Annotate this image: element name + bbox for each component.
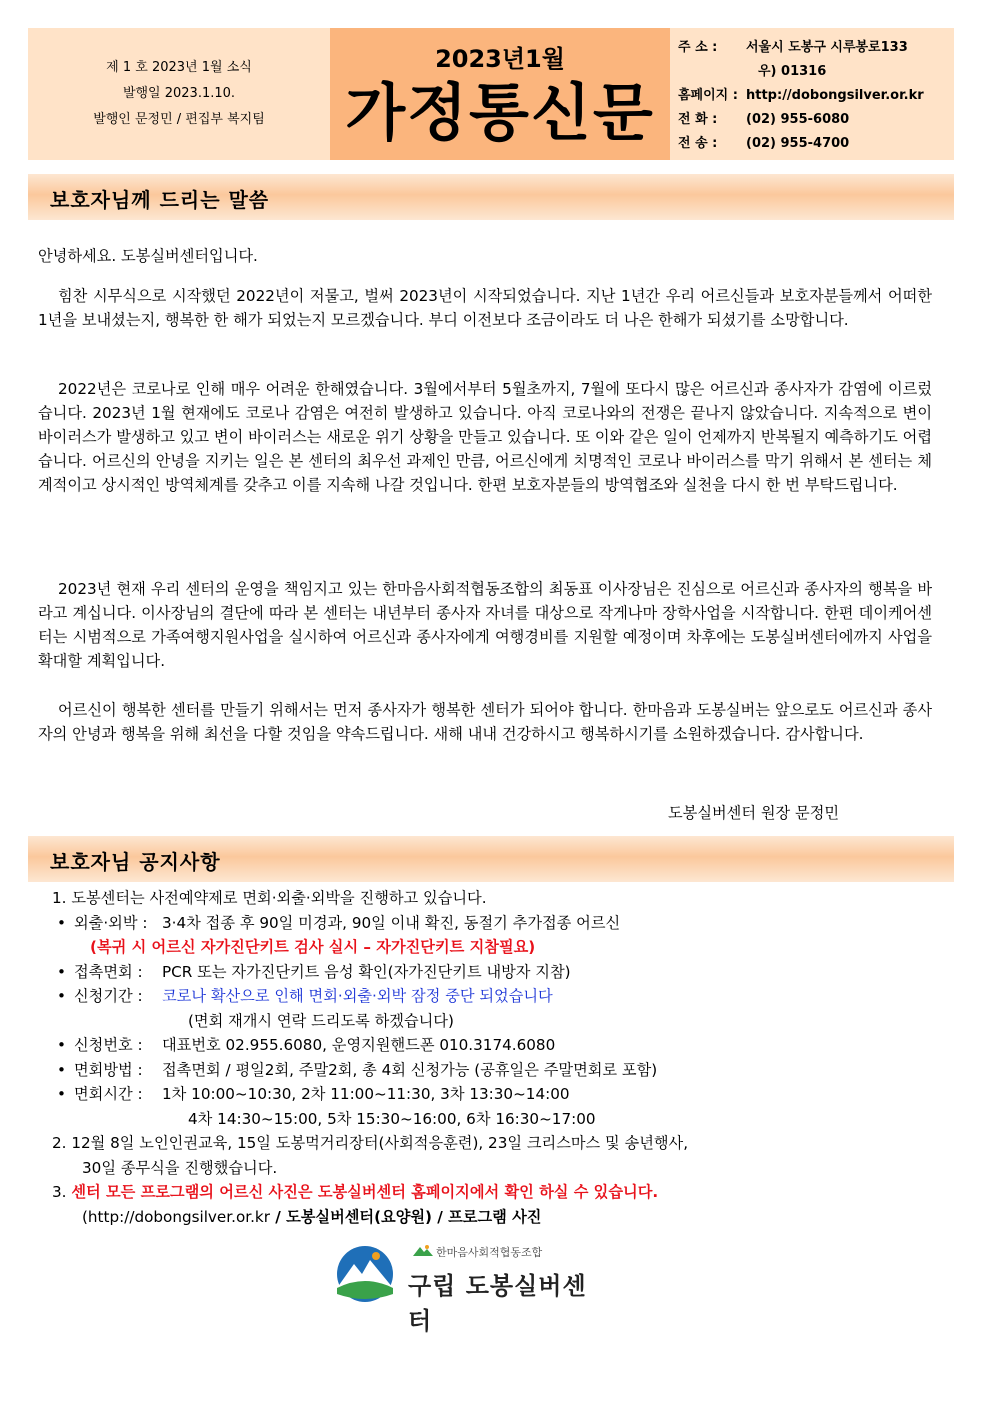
issue-info [28,28,330,160]
title-block [330,28,670,160]
notice-bullet-contact-visit: • 접촉면회 : PCR 또는 자가진단키트 음성 확인(자가진단키트 내방자 지참) [52,960,932,985]
greeting: 안녕하세요. 도봉실버센터입니다. [38,247,258,265]
notice-item-1: 1. 도봉센터는 사전예약제로 면회·외출·외박을 진행하고 있습니다. [52,889,487,907]
section-heading-message: 보호자님께 드리는 말씀 [28,174,954,220]
contact-fax: 전 송 : (02) 955-4700 [678,136,850,151]
notice-bullet-method: • 면회방법 : 접촉면회 / 평일2회, 주말2회, 총 4회 신청가능 (공휴일은 주말면회로 포함) [52,1058,932,1083]
org-mark-icon [412,1244,434,1258]
issue-number: 제 1 호 2023년 1월 소식 [106,60,252,75]
notice-item-3-link: (http://dobongsilver.or.kr / 도봉실버센터(요양원) / 프로그램 사진 [82,1207,542,1226]
newsletter-header [28,28,954,160]
paragraph: 힘찬 시무식으로 시작했던 2022년이 저물고, 벌써 2023년이 시작되었습니다. 지난 1년간 우리 어르신들과 보호자분들께서 어떠한 1년을 보내셨는지, 행복한 한 해가 되었는지 모르겠습니다. 부디 이전보다 조금이라도 더 나은 한해가 되셨기를 소망합니다. [38,287,932,329]
notice-item-3: 3. 센터 모든 프로그램의 어르신 사진은 도봉실버센터 홈페이지에서 확인 하실 수 있습니다. [52,1183,659,1201]
issue-month: 2023년1월 [435,44,565,73]
notice-bullet-phone: • 신청번호 : 대표번호 02.955.6080, 운영지원핸드폰 010.3174.6080 [52,1033,932,1058]
issue-date: 발행일 2023.1.10. [122,86,236,101]
paragraph: 어르신이 행복한 센터를 만들기 위해서는 먼저 종사자가 행복한 센터가 되어야 합니다. 한마음과 도봉실버는 앞으로도 어르신과 종사자의 안녕과 행복을 위해 최선을 다할 것임을 약속드립니다. 새해 내내 건강하시고 행복하시기를 소원하겠습니다. 감사합니다. [38,701,932,743]
notice-list [52,886,932,1229]
notice-bullet-application-period: • 신청기간 : 코로나 확산으로 인해 면회·외출·외박 잠정 중단 되었습니다 [52,984,932,1009]
signature: 도봉실버센터 원장 문정민 [668,804,840,822]
contact-postcode: 우) 01316 [758,64,827,79]
notice-bullet-time: • 면회시간 : 1차 10:00~10:30, 2차 11:00~11:30, 3차 13:30~14:00 [52,1082,932,1107]
logo-org-name: 한마음사회적협동조합 [436,1246,543,1259]
notice-resume-note: (면회 재개시 연락 드리도록 하겠습니다) [188,1011,454,1030]
paragraph: 2022년은 코로나로 인해 매우 어려운 한해였습니다. 3월에서부터 5월초까지, 7월에 또다시 많은 어르신과 종사자가 감염에 이르렀습니다. 2023년 1월 현재에도 코로나 감염은 여전히 발생하고 있습니다. 아직 코로나와의 전쟁은 끝나지 않았습니다. 지속적으로 변이 바이러스가 발생하고 있고 변이 바이러스는 새로운 위기 상황을 만들고 있습니다. 또 이와 같은 일이 언제까지 반복될지 예측하기도 어렵습니다. 어르신의 안녕을 지키는 일은 본 센터의 최우선 과제인 만큼, 어르신에게 치명적인 코로나 바이러스를 막기 위해서 본 센터는 체계적이고 상시적인 방역체계를 갖추고 이를 지속해 나갈 것입니다. 한편 보호자분들의 방역협조와 실천을 다시 한 번 부탁드립니다. [38,380,932,494]
center-logo [332,1244,592,1335]
notice-item-2-cont: 30일 종무식을 진행했습니다. [82,1158,278,1177]
contact-homepage: 홈페이지 : http://dobongsilver.or.kr [678,88,924,103]
paragraph: 2023년 현재 우리 센터의 운영을 책임지고 있는 한마음사회적협동조합의 최동표 이사장님은 진심으로 어르신과 종사자의 행복을 바라고 계십니다. 이사장님의 결단에 따라 본 센터는 내년부터 종사자 자녀를 대상으로 작게나마 장학사업을 시작합니다. 한편 데이케어센터는 시범적으로 가족여행지원사업을 실시하여 어르신과 종사자에게 여행경비를 지원할 예정이며 차후에는 도봉실버센터에까지 사업을 확대할 계획입니다. [38,580,932,670]
page-title: 가정통신문 [345,75,655,149]
contact-info [670,28,954,160]
notice-item-2: 2. 12월 8일 노인인권교육, 15일 도봉먹거리장터(사회적응훈련), 23일 크리스마스 및 송년행사, [52,1134,689,1152]
mountain-logo-icon [332,1244,402,1304]
homepage-link[interactable]: (http://dobongsilver.or.kr [82,1207,270,1226]
publisher: 발행인 문정민 / 편집부 복지팀 [93,112,265,127]
contact-address: 주 소 : 서울시 도봉구 시루봉로133 [678,40,908,55]
notice-bullet-outing: • 외출·외박 : 3·4차 접종 후 90일 미경과, 90일 이내 확진, 동절기 추가접종 어르신 [52,911,932,936]
notice-warning: (복귀 시 어르신 자가진단키트 검사 실시 – 자가진단키트 지참필요) [90,938,536,956]
logo-center-name: 구립 도봉실버센터 [408,1272,587,1335]
section-heading-notice: 보호자님 공지사항 [28,836,954,882]
notice-time-cont: 4차 14:30~15:00, 5차 15:30~16:00, 6차 16:30~17:00 [188,1109,596,1128]
contact-phone: 전 화 : (02) 955-6080 [678,112,850,127]
